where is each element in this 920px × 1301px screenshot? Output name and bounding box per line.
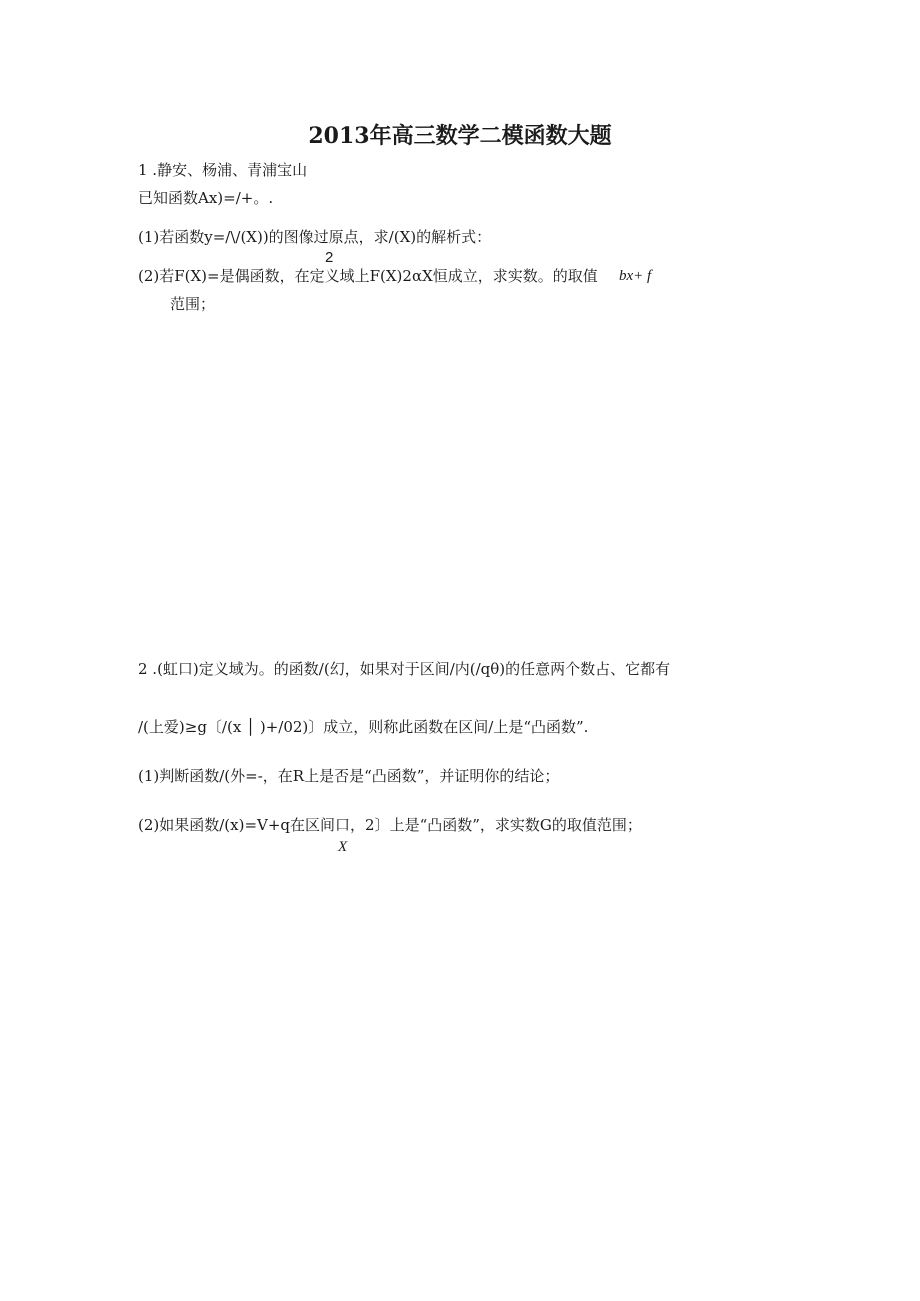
q1-part2-continued: 范围；	[170, 295, 216, 313]
q2-part1: (1)判断函数/(外=-，在R上是否是“凸函数”，并证明你的结论；	[138, 767, 560, 785]
page-title: 2013年高三数学二模函数大题	[308, 123, 612, 149]
q1-part1: (1)若函数y=/\/(X))的图像过原点，求/(X)的解析式：	[138, 228, 492, 246]
q2-part2: (2)如果函数/(x)=V+q在区间口，2〕上是“凸函数”，求实数G的取值范围；	[138, 816, 642, 834]
q2-condition: /(上爱)≥g〔/(x │ )+/02)〕成立，则称此函数在区间/上是“凸函数”.	[138, 718, 589, 736]
q1-given: 已知函数Ax)=/+。.	[138, 189, 274, 207]
q1-part2-aside: bx+ f	[619, 268, 652, 284]
q1-superscript: 2	[325, 249, 334, 266]
q2-header: 2 .(虹口)定义域为。的函数/(幻，如果对于区间/内(/qθ)的任意两个数占、它都有	[138, 660, 671, 678]
q1-part2: (2)若F(X)=是偶函数，在定义域上F(X)2αX恒成立，求实数。的取值	[138, 267, 598, 285]
q2-subscript: X	[338, 839, 348, 855]
q1-header: 1 .静安、杨浦、青浦宝山	[138, 161, 308, 179]
